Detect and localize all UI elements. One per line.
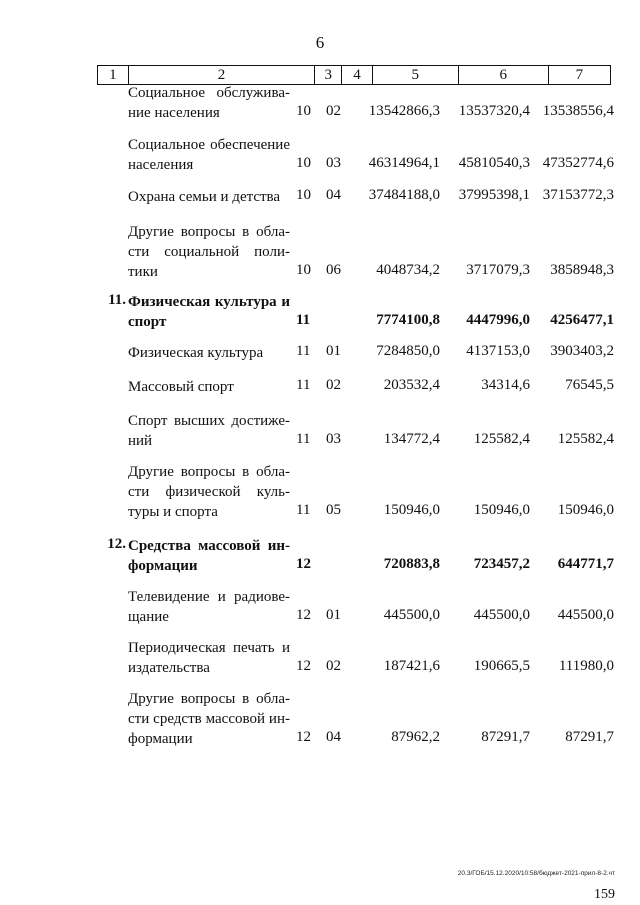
cell-subsection-code: 03 [326,155,341,171]
cell-subsection-code: 01 [326,607,341,623]
cell-amount-col7: 111980,0 [558,658,614,674]
cell-amount-col5: 134772,4 [383,431,440,447]
cell-amount-col6: 4137153,0 [466,343,530,359]
cell-amount-col7: 76545,5 [565,377,614,393]
page-number-bottom: 159 [594,887,615,902]
cell-amount-col7: 4256477,1 [550,312,614,328]
row-name: Другие вопросы в обла-сти социальной поли-тики [128,224,290,280]
row-name: Физическая культура [128,345,264,361]
row-name: Другие вопросы в обла-сти средств массовой ин-формации [128,691,290,747]
row-name: Физическая культура и спорт [128,294,290,330]
cell-subsection-code: 04 [326,729,341,745]
cell-amount-col7: 150946,0 [557,502,614,518]
cell-amount-col6: 3717079,3 [466,262,530,278]
cell-section-code: 10 [296,187,311,203]
cell-subsection-code: 02 [326,103,341,119]
cell-amount-col7: 644771,7 [557,556,614,572]
cell-amount-col6: 190665,5 [473,658,530,674]
cell-subsection-code: 05 [326,502,341,518]
cell-amount-col5: 203532,4 [383,377,440,393]
cell-section-code: 10 [296,155,311,171]
header-col-1: 1 [98,66,129,84]
cell-section-code: 11 [296,343,311,359]
section-number: 12. [107,536,126,552]
cell-amount-col6: 150946,0 [473,502,530,518]
row-name: Социальное обеспечение населения [128,137,290,173]
row-name: Массовый спорт [128,379,234,395]
cell-section-code: 10 [296,262,311,278]
cell-section-code: 11 [296,502,311,518]
cell-amount-col6: 445500,0 [473,607,530,623]
cell-amount-col7: 37153772,3 [542,187,614,203]
cell-amount-col6: 34314,6 [481,377,530,393]
cell-amount-col6: 4447996,0 [466,312,530,328]
cell-amount-col7: 3858948,3 [550,262,614,278]
cell-section-code: 12 [296,658,311,674]
cell-amount-col6: 37995398,1 [458,187,530,203]
cell-amount-col7: 87291,7 [565,729,614,745]
cell-amount-col7: 445500,0 [557,607,614,623]
cell-amount-col5: 720883,8 [383,556,440,572]
cell-section-code: 12 [296,556,311,572]
cell-amount-col5: 7774100,8 [376,312,440,328]
cell-section-code: 12 [296,607,311,623]
row-name: Спорт высших достиже-ний [128,413,290,449]
cell-amount-col6: 125582,4 [473,431,530,447]
row-name: Охрана семьи и детства [128,189,281,205]
cell-amount-col7: 47352774,6 [542,155,614,171]
cell-amount-col5: 37484188,0 [368,187,440,203]
page-number-top: 6 [315,33,325,52]
header-col-4: 4 [342,66,373,84]
cell-amount-col7: 125582,4 [557,431,614,447]
cell-amount-col6: 87291,7 [481,729,530,745]
cell-amount-col7: 13538556,4 [542,103,614,119]
header-col-2: 2 [129,66,316,84]
header-col-6: 6 [459,66,549,84]
footer-code: 20.3/ГОБ/15.12.2020/10:58/бюджет-2021-прил-8-2.чт [457,870,615,877]
cell-section-code: 11 [296,431,311,447]
cell-subsection-code: 02 [326,658,341,674]
header-col-5: 5 [373,66,459,84]
cell-section-code: 12 [296,729,311,745]
cell-amount-col5: 150946,0 [383,502,440,518]
section-number: 11. [108,292,126,308]
cell-amount-col5: 7284850,0 [376,343,440,359]
cell-subsection-code: 01 [326,343,341,359]
cell-amount-col6: 13537320,4 [458,103,530,119]
cell-amount-col6: 45810540,3 [458,155,530,171]
cell-subsection-code: 03 [326,431,341,447]
row-name: Социальное обслужива-ние населения [128,85,290,121]
cell-subsection-code: 06 [326,262,341,278]
row-name: Периодическая печать и издательства [128,640,290,676]
row-name: Другие вопросы в обла-сти физической куль-туры и спорта [128,464,290,520]
cell-section-code: 11 [296,312,311,328]
header-col-3: 3 [315,66,342,84]
cell-amount-col5: 13542866,3 [368,103,440,119]
cell-amount-col5: 4048734,2 [376,262,440,278]
cell-subsection-code: 02 [326,377,341,393]
cell-amount-col5: 87962,2 [391,729,440,745]
cell-section-code: 10 [296,103,311,119]
cell-amount-col7: 3903403,2 [550,343,614,359]
cell-amount-col5: 187421,6 [383,658,440,674]
row-name: Телевидение и радиове-щание [128,589,290,625]
row-name: Средства массовой ин-формации [128,538,290,574]
cell-subsection-code: 04 [326,187,341,203]
cell-amount-col5: 46314964,1 [368,155,440,171]
header-col-7: 7 [575,67,584,83]
cell-amount-col5: 445500,0 [383,607,440,623]
cell-section-code: 11 [296,377,311,393]
cell-amount-col6: 723457,2 [473,556,530,572]
